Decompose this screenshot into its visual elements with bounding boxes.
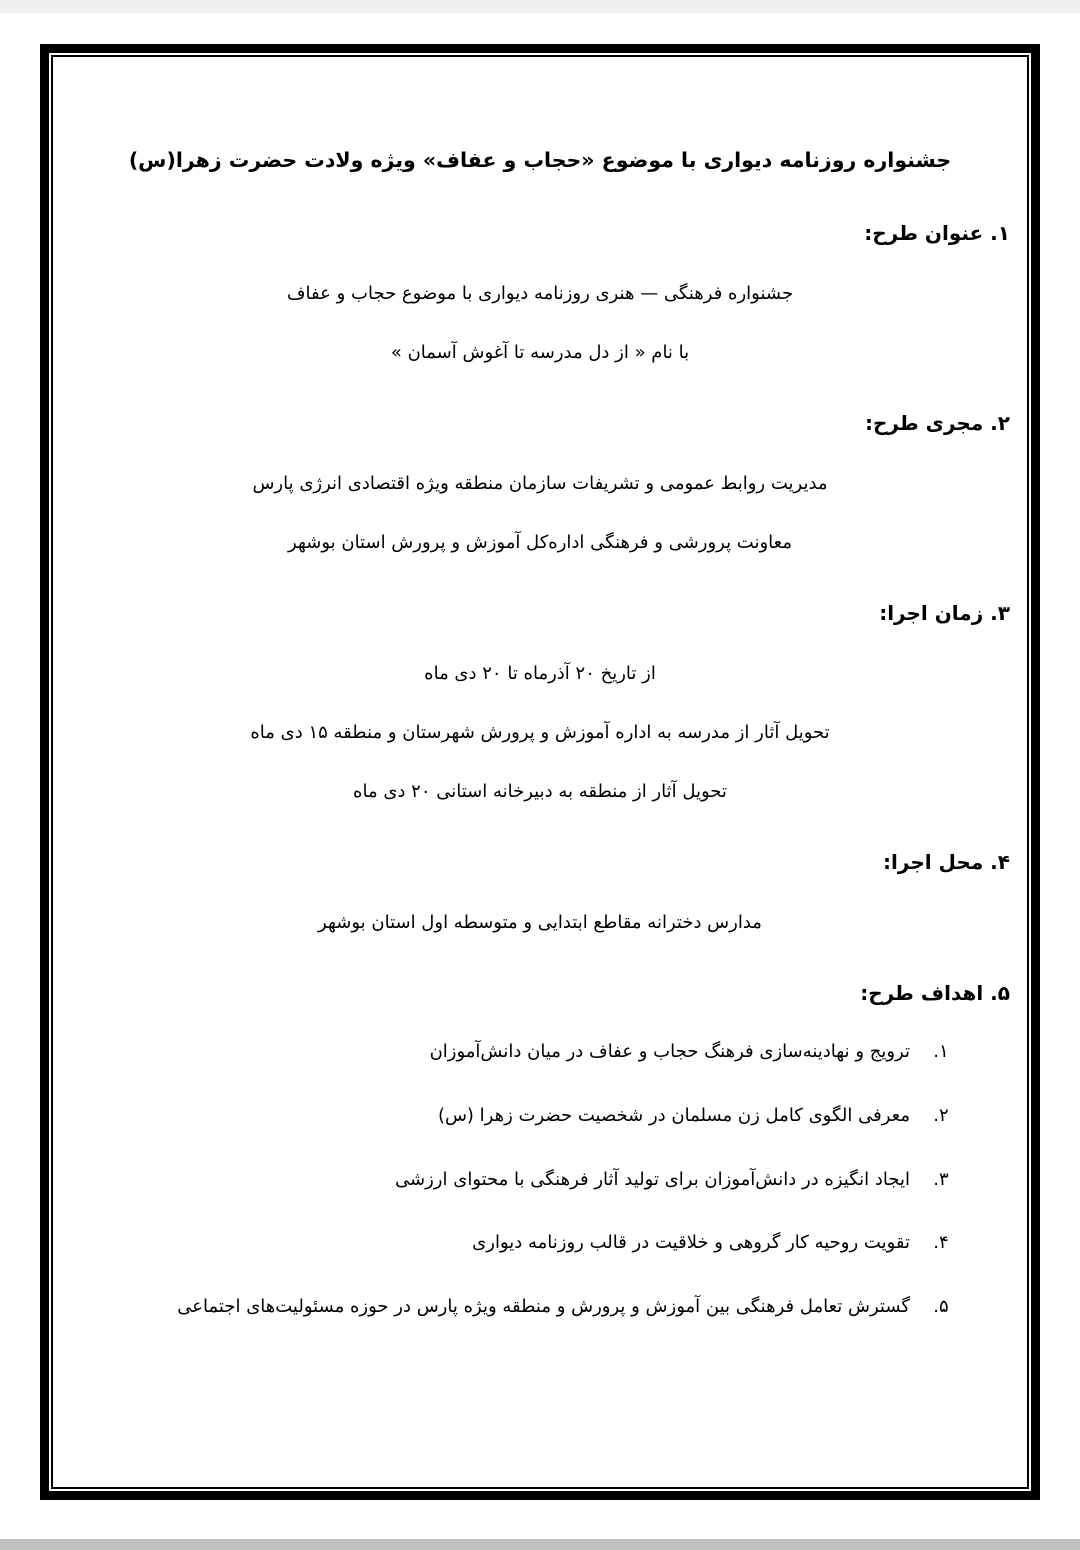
document-content — [70, 73, 1010, 1321]
section-3-paragraph-1: از تاریخ ۲۰ آذرماه تا ۲۰ دی ماه — [424, 662, 656, 684]
section-heading-5: ۵. اهداف طرح: — [860, 980, 1010, 1005]
list-item-marker: ۲. — [933, 1104, 949, 1126]
list-item-marker: ۵. — [933, 1296, 949, 1318]
list-item-marker: ۱. — [933, 1040, 949, 1062]
list-item-text: تقویت روحیه کار گروهی و خلاقیت در قالب روزنامه دیواری — [472, 1232, 910, 1254]
section-2-paragraph-2: معاونت پرورشی و فرهنگی اداره‌کل آموزش و پرورش استان بوشهر — [288, 531, 792, 553]
section-heading-2: ۲. مجری طرح: — [864, 410, 1010, 435]
viewer-bottom-band — [0, 1539, 1080, 1550]
list-item — [70, 1166, 1010, 1194]
section-2-paragraph-1: مدیریت روابط عمومی و تشریفات سازمان منطقه ویژه اقتصادی انرژی پارس — [252, 472, 828, 494]
list-item-text: معرفی الگوی کامل زن مسلمان در شخصیت حضرت زهرا (س) — [437, 1104, 910, 1126]
goals-list — [70, 1038, 1010, 1321]
section-4-paragraph-1: مدارس دخترانه مقاطع ابتدایی و متوسطه اول استان بوشهر — [318, 911, 762, 933]
list-item-text: ترویج و نهادینه‌سازی فرهنگ حجاب و عفاف در میان دانش‌آموزان — [429, 1040, 910, 1062]
section-3-paragraph-3: تحویل آثار از منطقه به دبیرخانه استانی ۲۰ دی ماه — [353, 780, 727, 802]
section-1-paragraph-1: جشنواره فرهنگی — هنری روزنامه دیواری با موضوع حجاب و عفاف — [286, 282, 794, 304]
list-item — [70, 1293, 1010, 1321]
section-1-paragraph-2: با نام « از دل مدرسه تا آغوش آسمان » — [390, 341, 690, 363]
list-item-marker: ۳. — [933, 1168, 949, 1190]
section-heading-3: ۳. زمان اجرا: — [879, 600, 1010, 625]
document-title: جشنواره روزنامه دیواری با موضوع «حجاب و عفاف» ویژه ولادت حضرت زهرا(س) — [128, 148, 952, 172]
list-item-text: گسترش تعامل فرهنگی بین آموزش و پرورش و منطقه ویژه پارس در حوزه مسئولیت‌های اجتماعی — [177, 1296, 910, 1318]
viewer-top-band — [0, 0, 1080, 13]
list-item — [70, 1102, 1010, 1130]
document-page — [0, 13, 1080, 1539]
section-heading-4: ۴. محل اجرا: — [883, 849, 1010, 874]
list-item — [70, 1229, 1010, 1257]
section-3-paragraph-2: تحویل آثار از مدرسه به اداره آموزش و پرورش شهرستان و منطقه ۱۵ دی ماه — [250, 721, 830, 743]
list-item-marker: ۴. — [933, 1232, 949, 1254]
list-item — [70, 1038, 1010, 1066]
list-item-text: ایجاد انگیزه در دانش‌آموزان برای تولید آثار فرهنگی با محتوای ارزشی — [395, 1168, 910, 1190]
section-heading-1: ۱. عنوان طرح: — [864, 220, 1010, 245]
